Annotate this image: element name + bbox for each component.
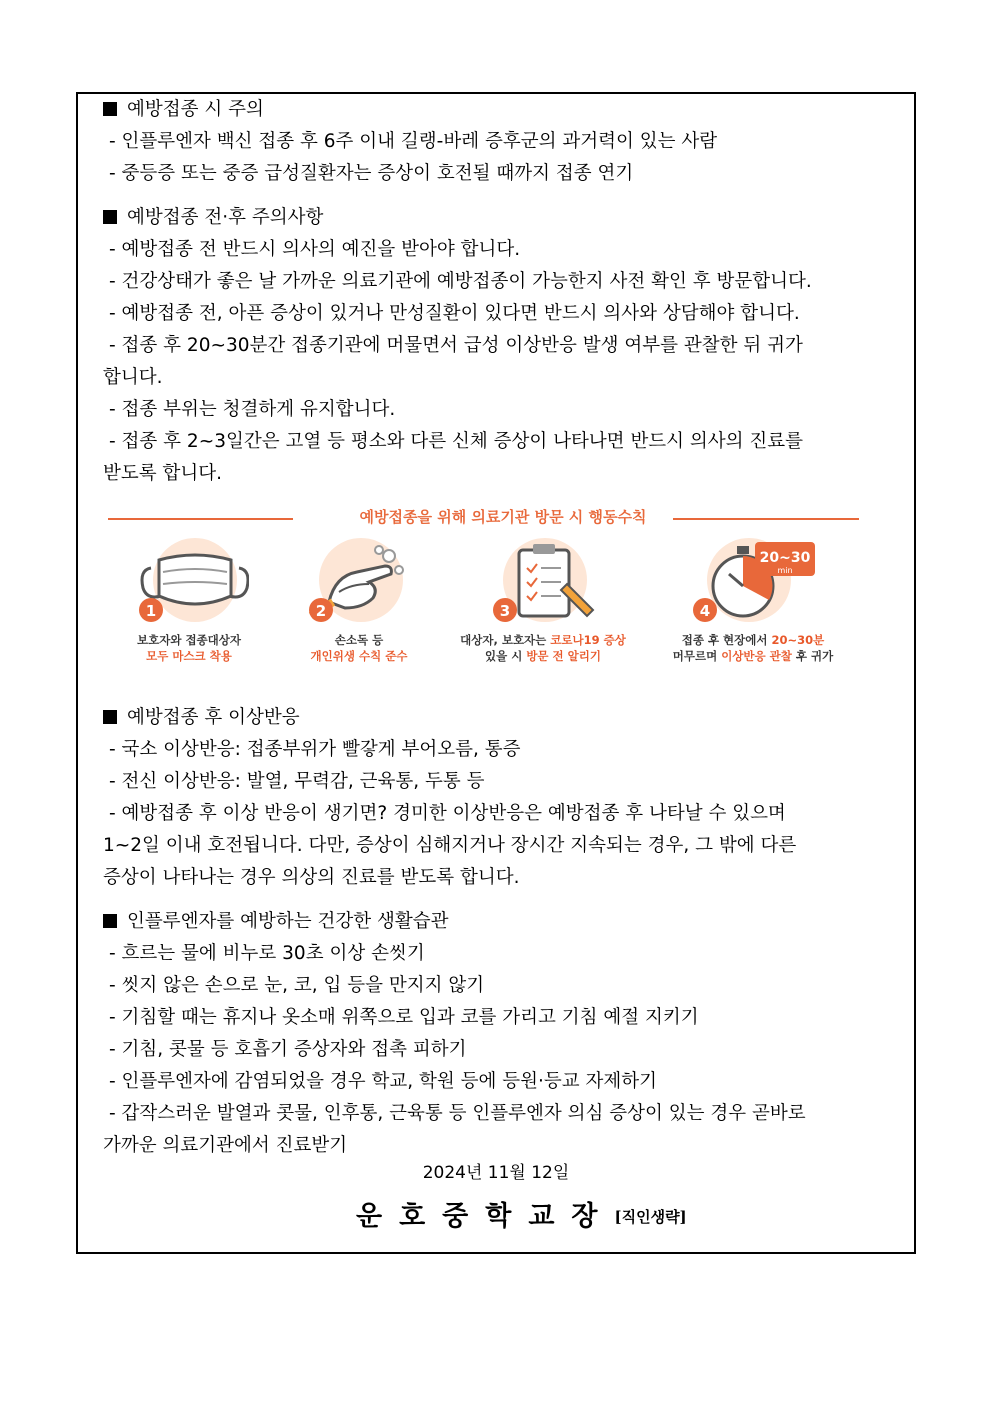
step-caption-highlight: 모두 마스크 착용 — [146, 649, 232, 663]
list-item: - 기침, 콧물 등 호흡기 증상자와 접촉 피하기 — [109, 1039, 467, 1060]
notice-date: 2024년 11월 12일 — [422, 1163, 570, 1183]
school-principal-name: 운호중학교장 — [356, 1201, 615, 1232]
list-item: - 예방접종 전, 아픈 증상이 있거나 만성질환이 있다면 반드시 의사와 상담해야 합니다. — [109, 303, 800, 324]
step-caption: 머무르며 — [672, 649, 722, 663]
list-item: - 전신 이상반응: 발열, 무력감, 근육통, 두통 등 — [109, 771, 485, 792]
list-item: - 접종 후 2~3일간은 고열 등 평소와 다른 신체 증상이 나타나면 반드시 의사의 진료를 — [109, 431, 804, 452]
step-caption: 있을 시 — [484, 649, 527, 663]
list-item: - 건강상태가 좋은 날 가까운 의료기관에 예방접종이 가능한지 사전 확인 후 방문합니다. — [109, 271, 812, 292]
infographic-title: 예방접종을 위해 의료기관 방문 시 행동수칙 — [350, 508, 657, 526]
square-bullet-icon — [103, 102, 117, 116]
list-item: - 중등증 또는 중증 급성질환자는 증상이 호전될 때까지 접종 연기 — [109, 163, 634, 184]
section-heading: 인플루엔자를 예방하는 건강한 생활습관 — [127, 911, 449, 932]
square-bullet-icon — [103, 710, 117, 724]
step-4 — [663, 536, 843, 664]
step-caption-highlight: 방문 전 알리기 — [526, 649, 601, 663]
list-item-continuation: 증상이 나타나는 경우 의상의 진료를 받도록 합니다. — [103, 867, 520, 888]
list-item: - 예방접종 후 이상 반응이 생기면? 경미한 이상반응은 예방접종 후 나타날 수 있으며 — [109, 803, 786, 824]
step-caption: 손소독 등 — [334, 633, 384, 647]
list-item-continuation: 1~2일 이내 호전됩니다. 다만, 증상이 심해지거나 장시간 지속되는 경우, 그 밖에 다른 — [103, 835, 797, 856]
section-adverse-reactions — [103, 702, 903, 894]
step-2 — [269, 536, 449, 664]
list-item: - 갑작스러운 발열과 콧물, 인후통, 근육통 등 인플루엔자 의심 증상이 있는 경우 곧바로 — [109, 1103, 806, 1124]
step-caption-highlight: 이상반응 관찰 — [721, 649, 792, 663]
clipboard-icon — [483, 536, 603, 626]
handwash-icon — [299, 536, 419, 626]
section-heading: 예방접종 시 주의 — [127, 99, 264, 120]
list-item: - 접종 후 20~30분간 접종기관에 머물면서 급성 이상반응 발생 여부를 관찰한 뒤 귀가 — [109, 335, 803, 356]
visit-rules-infographic — [103, 494, 903, 694]
section-heading: 예방접종 후 이상반응 — [127, 707, 300, 728]
step-number: 2 — [315, 602, 327, 620]
step-caption-highlight: 코로나19 증상 — [550, 633, 626, 647]
square-bullet-icon — [103, 210, 117, 224]
step-1 — [99, 536, 279, 664]
step-caption: 접종 후 현장에서 — [681, 633, 772, 647]
notice-frame — [76, 92, 916, 1254]
list-item: - 인플루엔자 백신 접종 후 6주 이내 길랭-바레 증후군의 과거력이 있는 사람 — [109, 131, 718, 152]
list-item-continuation: 받도록 합니다. — [103, 463, 222, 484]
list-item-continuation: 합니다. — [103, 367, 163, 388]
list-item: - 씻지 않은 손으로 눈, 코, 입 등을 만지지 않기 — [109, 975, 485, 996]
timer-badge: 20~30 — [759, 550, 811, 566]
section-vaccination-caution — [103, 94, 903, 190]
step-number: 4 — [699, 602, 711, 620]
signature-line — [356, 1194, 687, 1233]
list-item: - 국소 이상반응: 접종부위가 빨갛게 부어오름, 통증 — [109, 739, 521, 760]
list-item: - 기침할 때는 휴지나 옷소매 위쪽으로 입과 코를 가리고 기침 예절 지키기 — [109, 1007, 699, 1028]
mask-icon — [129, 536, 249, 626]
list-item: - 접종 부위는 청결하게 유지합니다. — [109, 399, 396, 420]
step-caption: 대상자, 보호자는 — [460, 633, 551, 647]
list-item: - 인플루엔자에 감염되었을 경우 학교, 학원 등에 등원·등교 자제하기 — [109, 1071, 658, 1092]
step-caption: 보호자와 접종대상자 — [137, 633, 241, 647]
section-before-after-precautions — [103, 202, 903, 490]
list-item: - 예방접종 전 반드시 의사의 예진을 받아야 합니다. — [109, 239, 521, 260]
timer-badge-unit: min — [777, 566, 793, 575]
step-number: 1 — [145, 602, 157, 620]
step-caption-highlight: 20~30분 — [771, 633, 825, 647]
list-item: - 흐르는 물에 비누로 30초 이상 손씻기 — [109, 943, 425, 964]
list-item-continuation: 가까운 의료기관에서 진료받기 — [103, 1135, 348, 1156]
step-3 — [453, 536, 633, 664]
timer-icon — [683, 536, 823, 626]
notice-content — [103, 94, 903, 1162]
seal-omitted-note: [직인생략] — [614, 1208, 687, 1226]
step-caption: 후 귀가 — [791, 649, 834, 663]
square-bullet-icon — [103, 914, 117, 928]
step-caption-highlight: 개인위생 수칙 준수 — [310, 649, 408, 663]
section-healthy-habits — [103, 906, 903, 1162]
step-number: 3 — [499, 602, 511, 620]
section-heading: 예방접종 전·후 주의사항 — [127, 207, 324, 228]
